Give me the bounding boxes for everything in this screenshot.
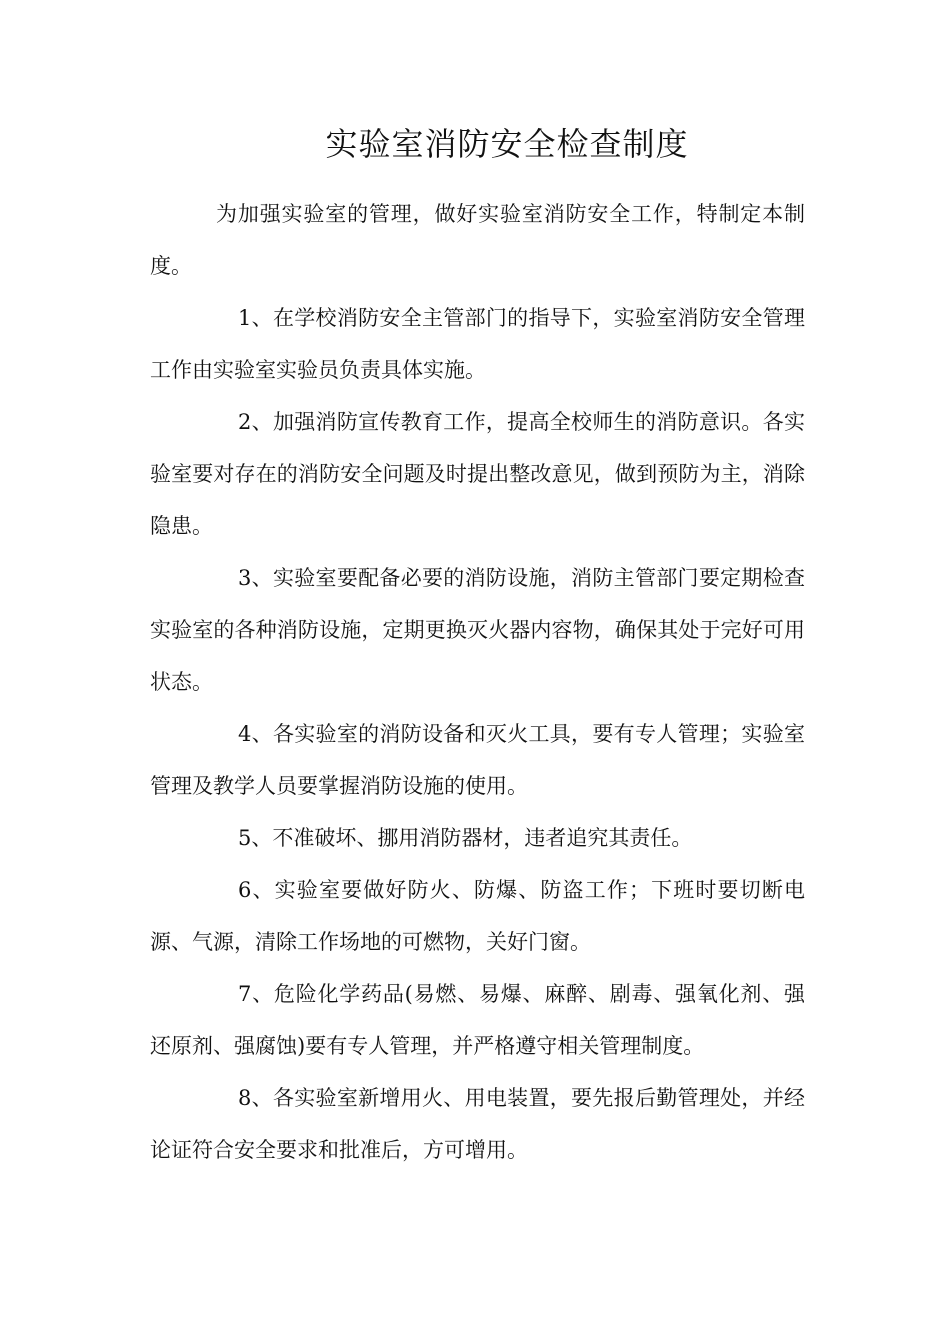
document-body xyxy=(150,188,805,1176)
rule-item-4: 4、各实验室的消防设备和灭火工具，要有专人管理；实验室管理及教学人员要掌握消防设施的使用。 xyxy=(150,722,805,798)
rule-item-5: 5、不准破坏、挪用消防器材，违者追究其责任。 xyxy=(238,826,693,850)
rule-item-8: 8、各实验室新增用火、用电装置，要先报后勤管理处，并经论证符合安全要求和批准后，方可增用。 xyxy=(150,1086,805,1162)
rule-item-6: 6、实验室要做好防火、防爆、防盗工作；下班时要切断电源、气源，清除工作场地的可燃物，关好门窗。 xyxy=(150,878,805,954)
rule-item-7: 7、危险化学药品(易燃、易爆、麻醉、剧毒、强氧化剂、强还原剂、强腐蚀)要有专人管理，并严格遵守相关管理制度。 xyxy=(150,982,805,1058)
rule-item-3: 3、实验室要配备必要的消防设施，消防主管部门要定期检查实验室的各种消防设施，定期更换灭火器内容物，确保其处于完好可用状态。 xyxy=(150,566,805,694)
rule-item-2: 2、加强消防宣传教育工作，提高全校师生的消防意识。各实验室要对存在的消防安全问题及时提出整改意见，做到预防为主，消除隐患。 xyxy=(150,410,805,538)
document-title: 实验室消防安全检查制度 xyxy=(325,125,689,163)
rule-item-1: 1、在学校消防安全主管部门的指导下，实验室消防安全管理工作由实验室实验员负责具体实施。 xyxy=(150,306,805,382)
intro-paragraph: 为加强实验室的管理，做好实验室消防安全工作，特制定本制度。 xyxy=(150,202,805,278)
